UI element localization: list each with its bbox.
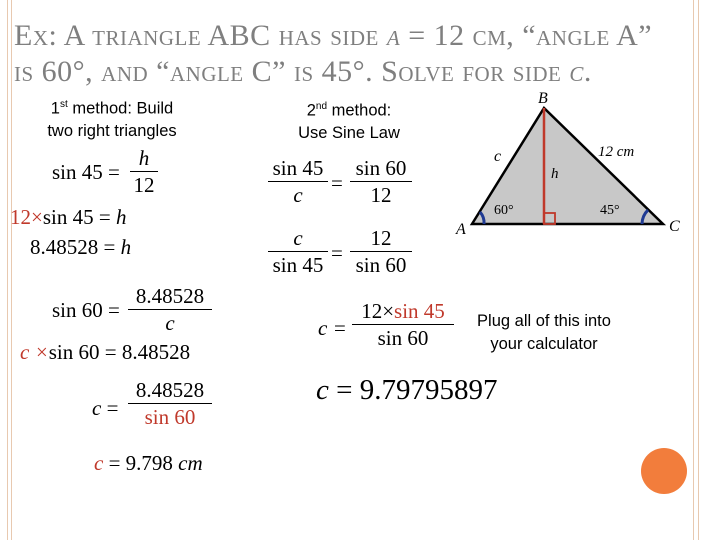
step7-unit: cm	[178, 451, 203, 475]
title-line1-suffix: = 12 cm, “angle A”	[400, 19, 653, 52]
step7-val: = 9.798	[103, 451, 179, 475]
title-line-2	[14, 54, 704, 90]
step7-result	[94, 451, 203, 476]
vertex-b-label: B	[538, 90, 548, 107]
sinelaw3-lhs: c =	[318, 316, 347, 340]
step6-lhs	[92, 396, 118, 421]
step2-rest: sin 45 =	[42, 205, 116, 229]
method1-sup: st	[59, 99, 68, 110]
sinelaw2-equals: =	[331, 241, 343, 265]
sinelaw3-bar	[352, 324, 454, 325]
sinelaw2-bar-left	[268, 251, 328, 252]
step3-val: 8.48528 =	[30, 235, 121, 259]
sinelaw1-den-right: 12	[370, 183, 392, 207]
sinelaw1-num-left: sin 45	[272, 156, 324, 180]
frame-line-left-1	[7, 0, 8, 540]
final-val: = 9.79795897	[328, 374, 498, 406]
step4-bar	[128, 309, 212, 310]
sinelaw2-bar-right	[350, 251, 412, 252]
final-answer	[316, 374, 497, 407]
step4-fraction	[128, 284, 212, 335]
final-var: c	[316, 374, 329, 406]
sinelaw1-den-left: c	[293, 183, 303, 207]
title-line-1	[14, 18, 704, 54]
sinelaw3-den: sin 60	[377, 326, 429, 350]
decorative-circle	[641, 448, 687, 494]
method1-rest: method: Build	[67, 99, 174, 118]
method2-sup: nd	[315, 101, 328, 112]
step4-num: 8.48528	[135, 284, 205, 308]
title-line1-prefix: Ex: A triangle ABC has side	[14, 19, 387, 52]
step6-var: c	[92, 396, 102, 420]
step1-bar	[130, 171, 158, 172]
angle-a-label: 60°	[494, 203, 514, 218]
side-a-label: 12 cm	[598, 144, 635, 160]
sinelaw1-num-right: sin 60	[355, 156, 407, 180]
step5	[20, 340, 190, 365]
slide-title	[14, 18, 704, 90]
sinelaw3-num: 12×sin 45	[361, 299, 445, 323]
angle-c-label: 45°	[600, 203, 620, 218]
note-line1: Plug all of this into	[477, 312, 611, 330]
title-line2-prefix: is 60°, and “angle C” is 45°. Solve for side	[14, 55, 570, 88]
sinelaw2-den-right: sin 60	[355, 253, 407, 277]
method-1-heading	[22, 94, 202, 142]
triangle-diagram	[450, 88, 695, 238]
step6-fraction	[128, 378, 212, 429]
title-side-var: a	[386, 19, 401, 52]
step5-rest: sin 60 = 8.48528	[48, 340, 191, 364]
sinelaw2-num-left: c	[293, 226, 303, 250]
sinelaw1-bar-right	[350, 181, 412, 182]
sinelaw2-num-right: 12	[370, 226, 392, 250]
sinelaw1-fraction-right	[350, 156, 412, 207]
method1-line2: two right triangles	[47, 121, 177, 140]
method2-rest: method:	[327, 101, 392, 120]
title-line2-var: c	[569, 55, 584, 88]
sinelaw1-fraction-left	[268, 156, 328, 207]
step4-den: c	[165, 311, 175, 335]
step2-red: 12×	[10, 205, 43, 229]
step1-den: 12	[133, 173, 155, 197]
sinelaw2-fraction-left	[268, 226, 328, 277]
side-c-label: c	[494, 148, 502, 165]
sinelaw1-bar-left	[268, 181, 328, 182]
step6-den: sin 60	[144, 405, 196, 429]
note-line2: your calculator	[490, 335, 598, 353]
step4-lhs: sin 60 =	[52, 298, 120, 322]
vertex-c-label: C	[669, 218, 680, 235]
step6-bar	[128, 403, 212, 404]
sinelaw2-fraction-right	[350, 226, 412, 277]
step5-red: c ×	[20, 340, 49, 364]
step3-var: h	[120, 235, 132, 259]
height-label: h	[551, 166, 559, 182]
method-2-heading	[272, 96, 426, 144]
step7-var: c	[94, 451, 104, 475]
method1-num: 1	[50, 99, 60, 118]
step1-lhs: sin 45 =	[52, 160, 120, 184]
step6-num: 8.48528	[135, 378, 205, 402]
title-line2-suffix: .	[583, 55, 592, 88]
step2	[10, 205, 126, 230]
calculator-note	[462, 310, 626, 356]
step6-eq: =	[101, 396, 119, 420]
method2-num: 2	[306, 101, 316, 120]
vertex-a-label: A	[456, 221, 466, 238]
sinelaw3-fraction	[352, 299, 454, 350]
step1-num: h	[138, 146, 150, 170]
frame-line-left-2	[11, 0, 12, 540]
step1-fraction	[130, 146, 158, 197]
sinelaw1-equals: =	[331, 171, 343, 195]
method2-line2: Use Sine Law	[298, 123, 400, 142]
sinelaw2-den-left: sin 45	[272, 253, 324, 277]
step3	[30, 235, 131, 260]
step2-var: h	[115, 205, 127, 229]
